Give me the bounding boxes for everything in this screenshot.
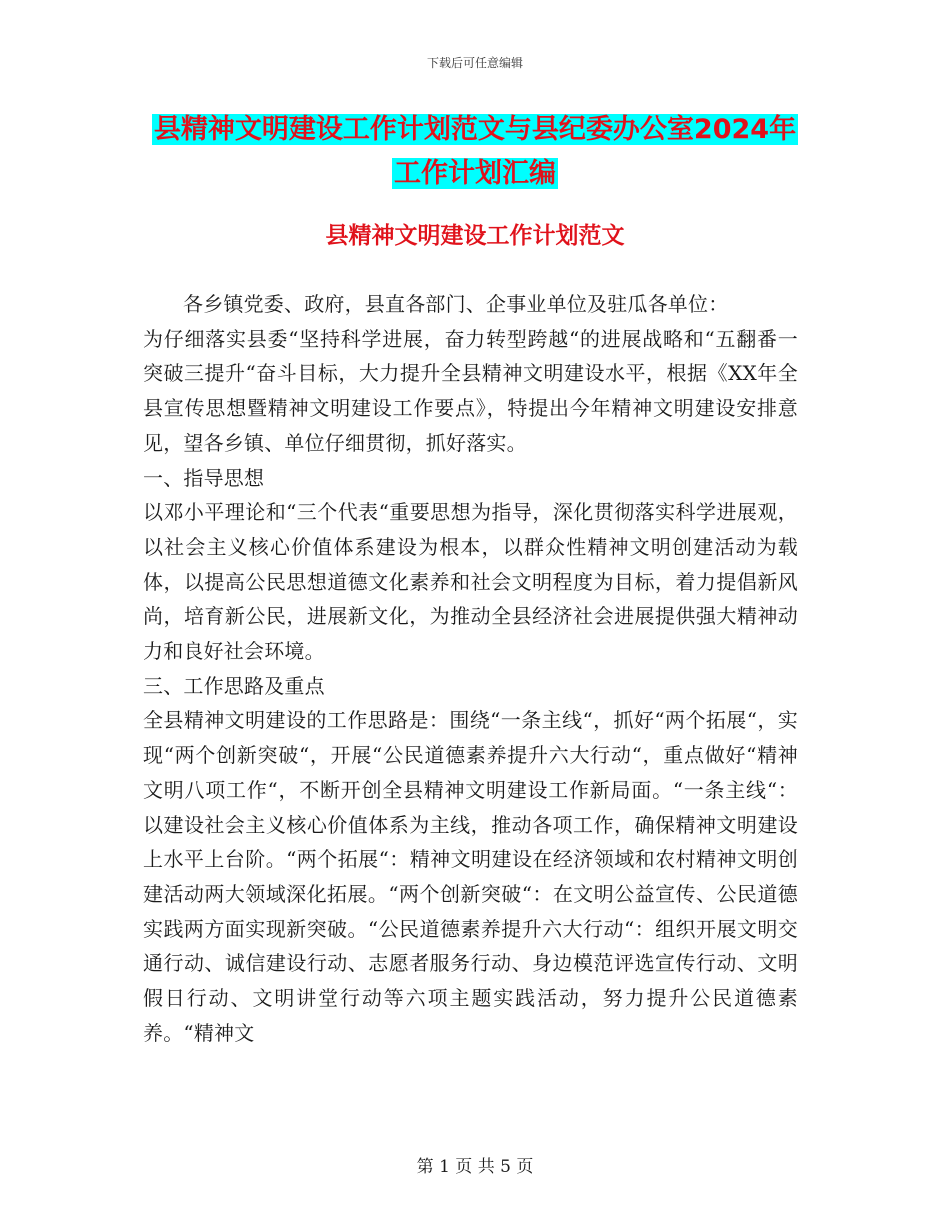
section-title: 县精神文明建设工作计划范文	[325, 223, 625, 249]
salutation-paragraph: 各乡镇党委、政府，县直各部门、企事业单位及驻瓜各单位：	[183, 292, 729, 316]
page-number: 第 1 页 共 5 页	[416, 1157, 534, 1177]
document-title-line-2	[0, 156, 950, 192]
document-title-text-1: 县精神文明建设工作计划范文与县纪委办公室2024年	[153, 114, 797, 145]
document-title-text-2: 工作计划汇编	[394, 158, 556, 189]
intro-paragraph: 为仔细落实县委“坚持科学进展，奋力转型跨越“的进展战略和“五翻番一突破三提升“奋斗目标，大力提升全县精神文明建设水平，根据《XX年全县宣传思想暨精神文明建设工作要点》，特提出今年精神文明建设安排意见，望各乡镇、单位仔细贯彻，抓好落实。	[143, 326, 798, 455]
work-ideas-paragraph: 全县精神文明建设的工作思路是：围绕“一条主线“，抓好“两个拓展“，实现“两个创新突破“，开展“公民道德素养提升六大行动“，重点做好“精神文明八项工作“，不断开创全县精神文明建设工作新局面。“一条主线“：以建设社会主义核心价值体系为主线，推动各项工作，确保精神文明建设上水平上台阶。“两个拓展“：精神文明建设在经济领域和农村精神文明创建活动两大领域深化拓展。“两个创新突破“：在文明公益宣传、公民道德实践两方面实现新突破。“公民道德素养提升六大行动“：组织开展文明交通行动、诚信建设行动、志愿者服务行动、身边模范评选宣传行动、文明假日行动、文明讲堂行动等六项主题实践活动，努力提升公民道德素养。“精神文	[143, 708, 798, 1045]
document-body	[143, 287, 798, 1050]
heading-work-ideas: 三、工作思路及重点	[143, 673, 325, 698]
header-note: 下载后可任意编辑	[426, 56, 523, 70]
heading-guiding-ideology: 一、指导思想	[143, 465, 265, 490]
guiding-ideology-paragraph: 以邓小平理论和“三个代表“重要思想为指导，深化贯彻落实科学进展观，以社会主义核心价值体系建设为根本，以群众性精神文明创建活动为载体，以提高公民思想道德文化素养和社会文明程度为目标，着力提倡新风尚，培育新公民，进展新文化，为推动全县经济社会进展提供强大精神动力和良好社会环境。	[143, 500, 798, 664]
document-title-line-1	[0, 112, 950, 148]
